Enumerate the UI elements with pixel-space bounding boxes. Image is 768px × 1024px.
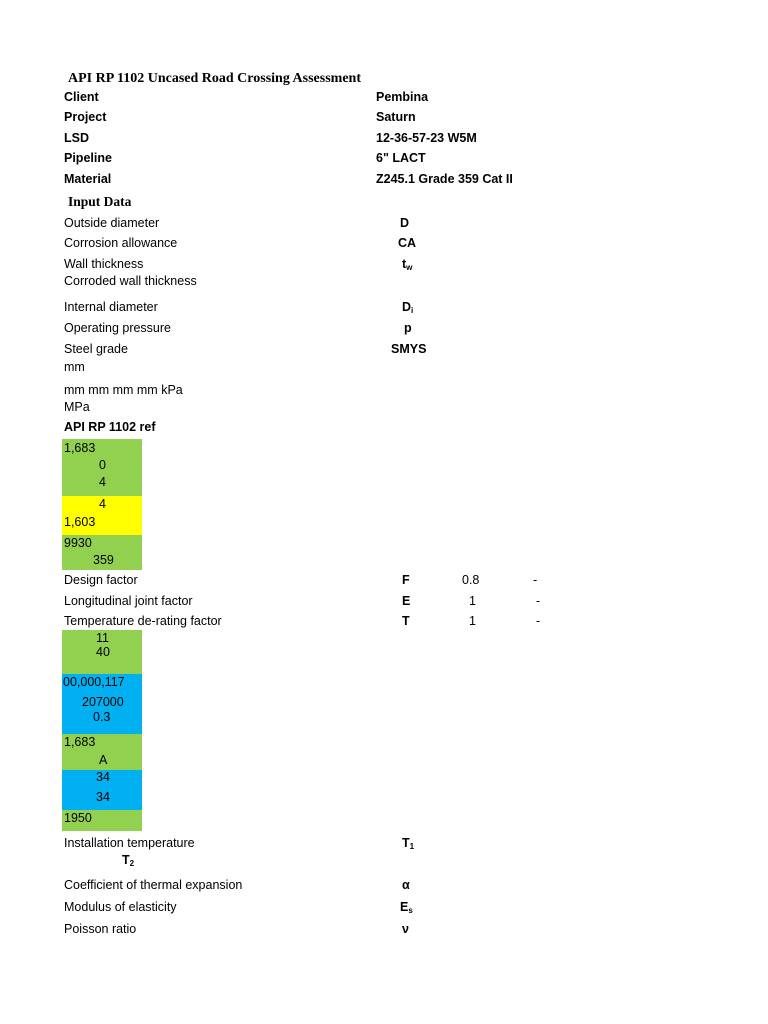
- units-line-1: mm: [64, 360, 85, 374]
- material-label: Material: [64, 172, 112, 186]
- design-factor-symbol: F: [402, 573, 410, 587]
- longitudinal-joint-factor-unit: -: [536, 594, 541, 608]
- project-value: Saturn: [376, 110, 416, 124]
- design-factor-value: 0.8: [462, 573, 480, 587]
- value-cell: 11: [96, 631, 109, 645]
- temperature-derating-factor-unit: -: [536, 614, 541, 628]
- value-cell: 1,603: [64, 515, 96, 529]
- value-cell: 9930: [64, 536, 92, 550]
- thermal-expansion-label: Coefficient of thermal expansion: [64, 878, 243, 892]
- project-label: Project: [64, 110, 107, 124]
- corroded-wall-thickness-label: Corroded wall thickness: [64, 274, 197, 288]
- value-cell: 34: [96, 790, 110, 804]
- design-factor-label: Design factor: [64, 573, 138, 587]
- operating-temperature-symbol: $T_2$: [122, 853, 135, 868]
- modulus-of-elasticity-symbol: $E_s$: [400, 900, 413, 915]
- value-cell: 4: [99, 475, 106, 489]
- steel-grade-symbol: SMYS: [391, 342, 427, 356]
- units-line-2: mm mm mm mm kPa: [64, 383, 183, 397]
- steel-grade-label: Steel grade: [64, 342, 128, 356]
- value-cell: 4: [99, 497, 106, 511]
- input-data-heading: Input Data: [68, 194, 132, 209]
- internal-diameter-symbol: $D_i$: [402, 300, 414, 315]
- operating-pressure-label: Operating pressure: [64, 321, 172, 335]
- client-label: Client: [64, 90, 99, 104]
- value-cell: 207000: [82, 695, 124, 709]
- operating-pressure-symbol: p: [404, 321, 412, 335]
- design-factor-unit: -: [533, 573, 538, 587]
- material-value: Z245.1 Grade 359 Cat II: [376, 172, 513, 186]
- temperature-derating-factor-value: 1: [469, 614, 476, 628]
- lsd-label: LSD: [64, 131, 89, 145]
- value-cell: 0.3: [93, 710, 111, 724]
- poisson-ratio-label: Poisson ratio: [64, 922, 137, 936]
- longitudinal-joint-factor-label: Longitudinal joint factor: [64, 594, 193, 608]
- value-cell: 00,000,117: [63, 675, 125, 689]
- temperature-derating-factor-label: Temperature de-rating factor: [64, 614, 222, 628]
- value-cell: A: [99, 753, 108, 767]
- corrosion-allowance-label: Corrosion allowance: [64, 236, 178, 250]
- value-cell: 1950: [64, 811, 92, 825]
- poisson-ratio-symbol: ν: [402, 922, 409, 936]
- modulus-of-elasticity-label: Modulus of elasticity: [64, 900, 177, 914]
- lsd-value: 12-36-57-23 W5M: [376, 131, 477, 145]
- pipeline-label: Pipeline: [64, 151, 112, 165]
- value-cell: 359: [93, 553, 114, 567]
- corrosion-allowance-symbol: CA: [398, 236, 417, 250]
- installation-temperature-symbol: $T_1$: [402, 836, 415, 851]
- value-cell: 1,683: [64, 441, 96, 455]
- pipeline-value: 6" LACT: [376, 151, 426, 165]
- value-cell: 0: [99, 458, 106, 472]
- thermal-expansion-symbol: α: [402, 878, 410, 892]
- value-cell: 1,683: [64, 735, 96, 749]
- units-line-3: MPa: [64, 400, 90, 414]
- value-cell: 40: [96, 645, 110, 659]
- api-ref-label: API RP 1102 ref: [64, 420, 156, 434]
- internal-diameter-label: Internal diameter: [64, 300, 158, 314]
- page-title: API RP 1102 Uncased Road Crossing Assessment: [68, 71, 361, 86]
- wall-thickness-label: Wall thickness: [64, 257, 144, 271]
- longitudinal-joint-factor-value: 1: [469, 594, 476, 608]
- value-cell: 34: [96, 770, 110, 784]
- wall-thickness-symbol: $t_w$: [402, 257, 413, 272]
- installation-temperature-label: Installation temperature: [64, 836, 195, 850]
- longitudinal-joint-factor-symbol: E: [402, 594, 411, 608]
- temperature-derating-factor-symbol: T: [402, 614, 410, 628]
- client-value: Pembina: [376, 90, 429, 104]
- outside-diameter-label: Outside diameter: [64, 216, 160, 230]
- outside-diameter-symbol: D: [400, 216, 410, 230]
